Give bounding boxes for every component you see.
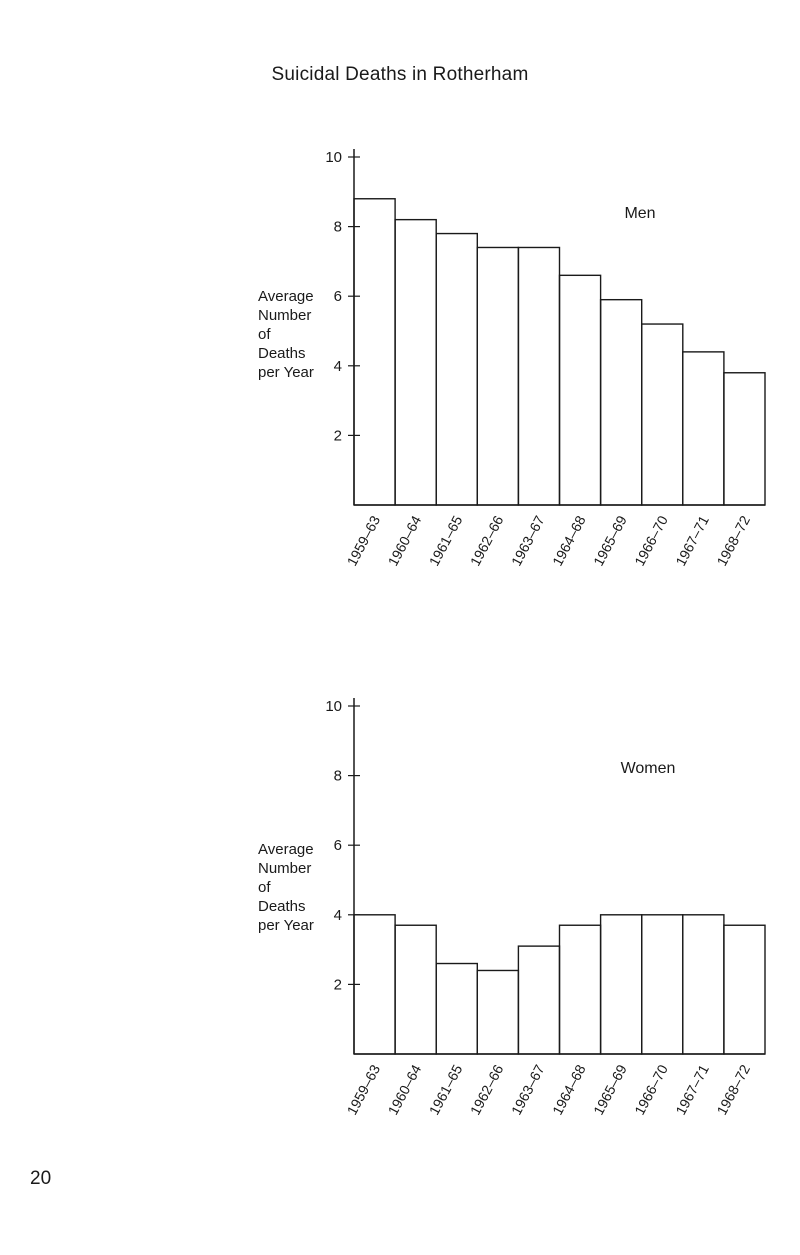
x-tick-label: 1962–66 — [466, 1061, 507, 1118]
y-tick-label: 10 — [325, 698, 342, 715]
x-tick-label: 1964–68 — [548, 512, 589, 569]
bar — [436, 964, 477, 1054]
x-tick-label: 1967–71 — [672, 1061, 712, 1118]
bar — [724, 925, 765, 1054]
x-tick-label: 1963–67 — [507, 512, 548, 569]
ylabel-line: Deaths — [258, 345, 306, 362]
bar — [601, 300, 642, 505]
ylabel-line: Average — [258, 841, 314, 858]
y-tick-label: 8 — [333, 218, 342, 236]
bar — [518, 946, 559, 1054]
x-tick-label: 1961–65 — [425, 1061, 466, 1118]
bar — [683, 352, 724, 505]
y-tick-label: 4 — [333, 906, 342, 924]
x-tick-label: 1968–72 — [713, 512, 754, 569]
ylabel-line: Number — [258, 307, 312, 324]
bar — [642, 324, 683, 505]
bar — [601, 915, 642, 1054]
x-tick-label: 1967–71 — [672, 512, 712, 569]
x-tick-label: 1963–67 — [507, 1061, 548, 1118]
x-tick-label: 1960–64 — [384, 1061, 425, 1118]
bar — [395, 220, 436, 505]
ylabel-line: of — [258, 326, 271, 343]
y-tick-label: 10 — [325, 149, 342, 166]
bar — [477, 247, 518, 505]
y-tick-label: 4 — [333, 357, 342, 375]
y-tick-label: 6 — [333, 837, 342, 855]
ylabel-line: Number — [258, 860, 312, 877]
bar — [560, 275, 601, 505]
ylabel-line: Average — [258, 288, 314, 305]
bar — [642, 915, 683, 1054]
y-tick-label: 2 — [333, 427, 342, 445]
y-tick-label: 6 — [333, 288, 342, 306]
x-tick-label: 1959–63 — [343, 1061, 384, 1118]
series-label: Women — [620, 760, 676, 777]
x-tick-label: 1968–72 — [713, 1061, 754, 1118]
x-tick-label: 1961–65 — [425, 512, 466, 569]
ylabel-line: per Year — [258, 917, 314, 934]
x-tick-label: 1959–63 — [343, 512, 384, 569]
y-tick-label: 8 — [333, 767, 342, 785]
women-bar-chart — [0, 640, 800, 1200]
bar — [354, 199, 395, 505]
bar — [518, 247, 559, 505]
bar — [436, 234, 477, 505]
bar — [724, 373, 765, 505]
x-tick-label: 1966–70 — [631, 1061, 671, 1118]
ylabel-line: of — [258, 879, 271, 896]
x-tick-label: 1960–64 — [384, 512, 425, 569]
bar — [395, 925, 436, 1054]
x-tick-label: 1965–69 — [590, 1061, 630, 1118]
y-tick-label: 2 — [333, 976, 342, 994]
page-title: Suicidal Deaths in Rotherham — [271, 64, 529, 85]
x-tick-label: 1964–68 — [548, 1061, 589, 1118]
ylabel-line: per Year — [258, 364, 314, 381]
bar — [354, 915, 395, 1054]
bar — [560, 925, 601, 1054]
page-number: 20 — [30, 1168, 52, 1189]
x-tick-label: 1966–70 — [631, 512, 671, 569]
series-label: Men — [624, 205, 656, 222]
x-tick-label: 1962–66 — [466, 512, 507, 569]
ylabel-line: Deaths — [258, 898, 306, 915]
bar — [477, 970, 518, 1054]
x-tick-label: 1965–69 — [590, 512, 630, 569]
bar — [683, 915, 724, 1054]
